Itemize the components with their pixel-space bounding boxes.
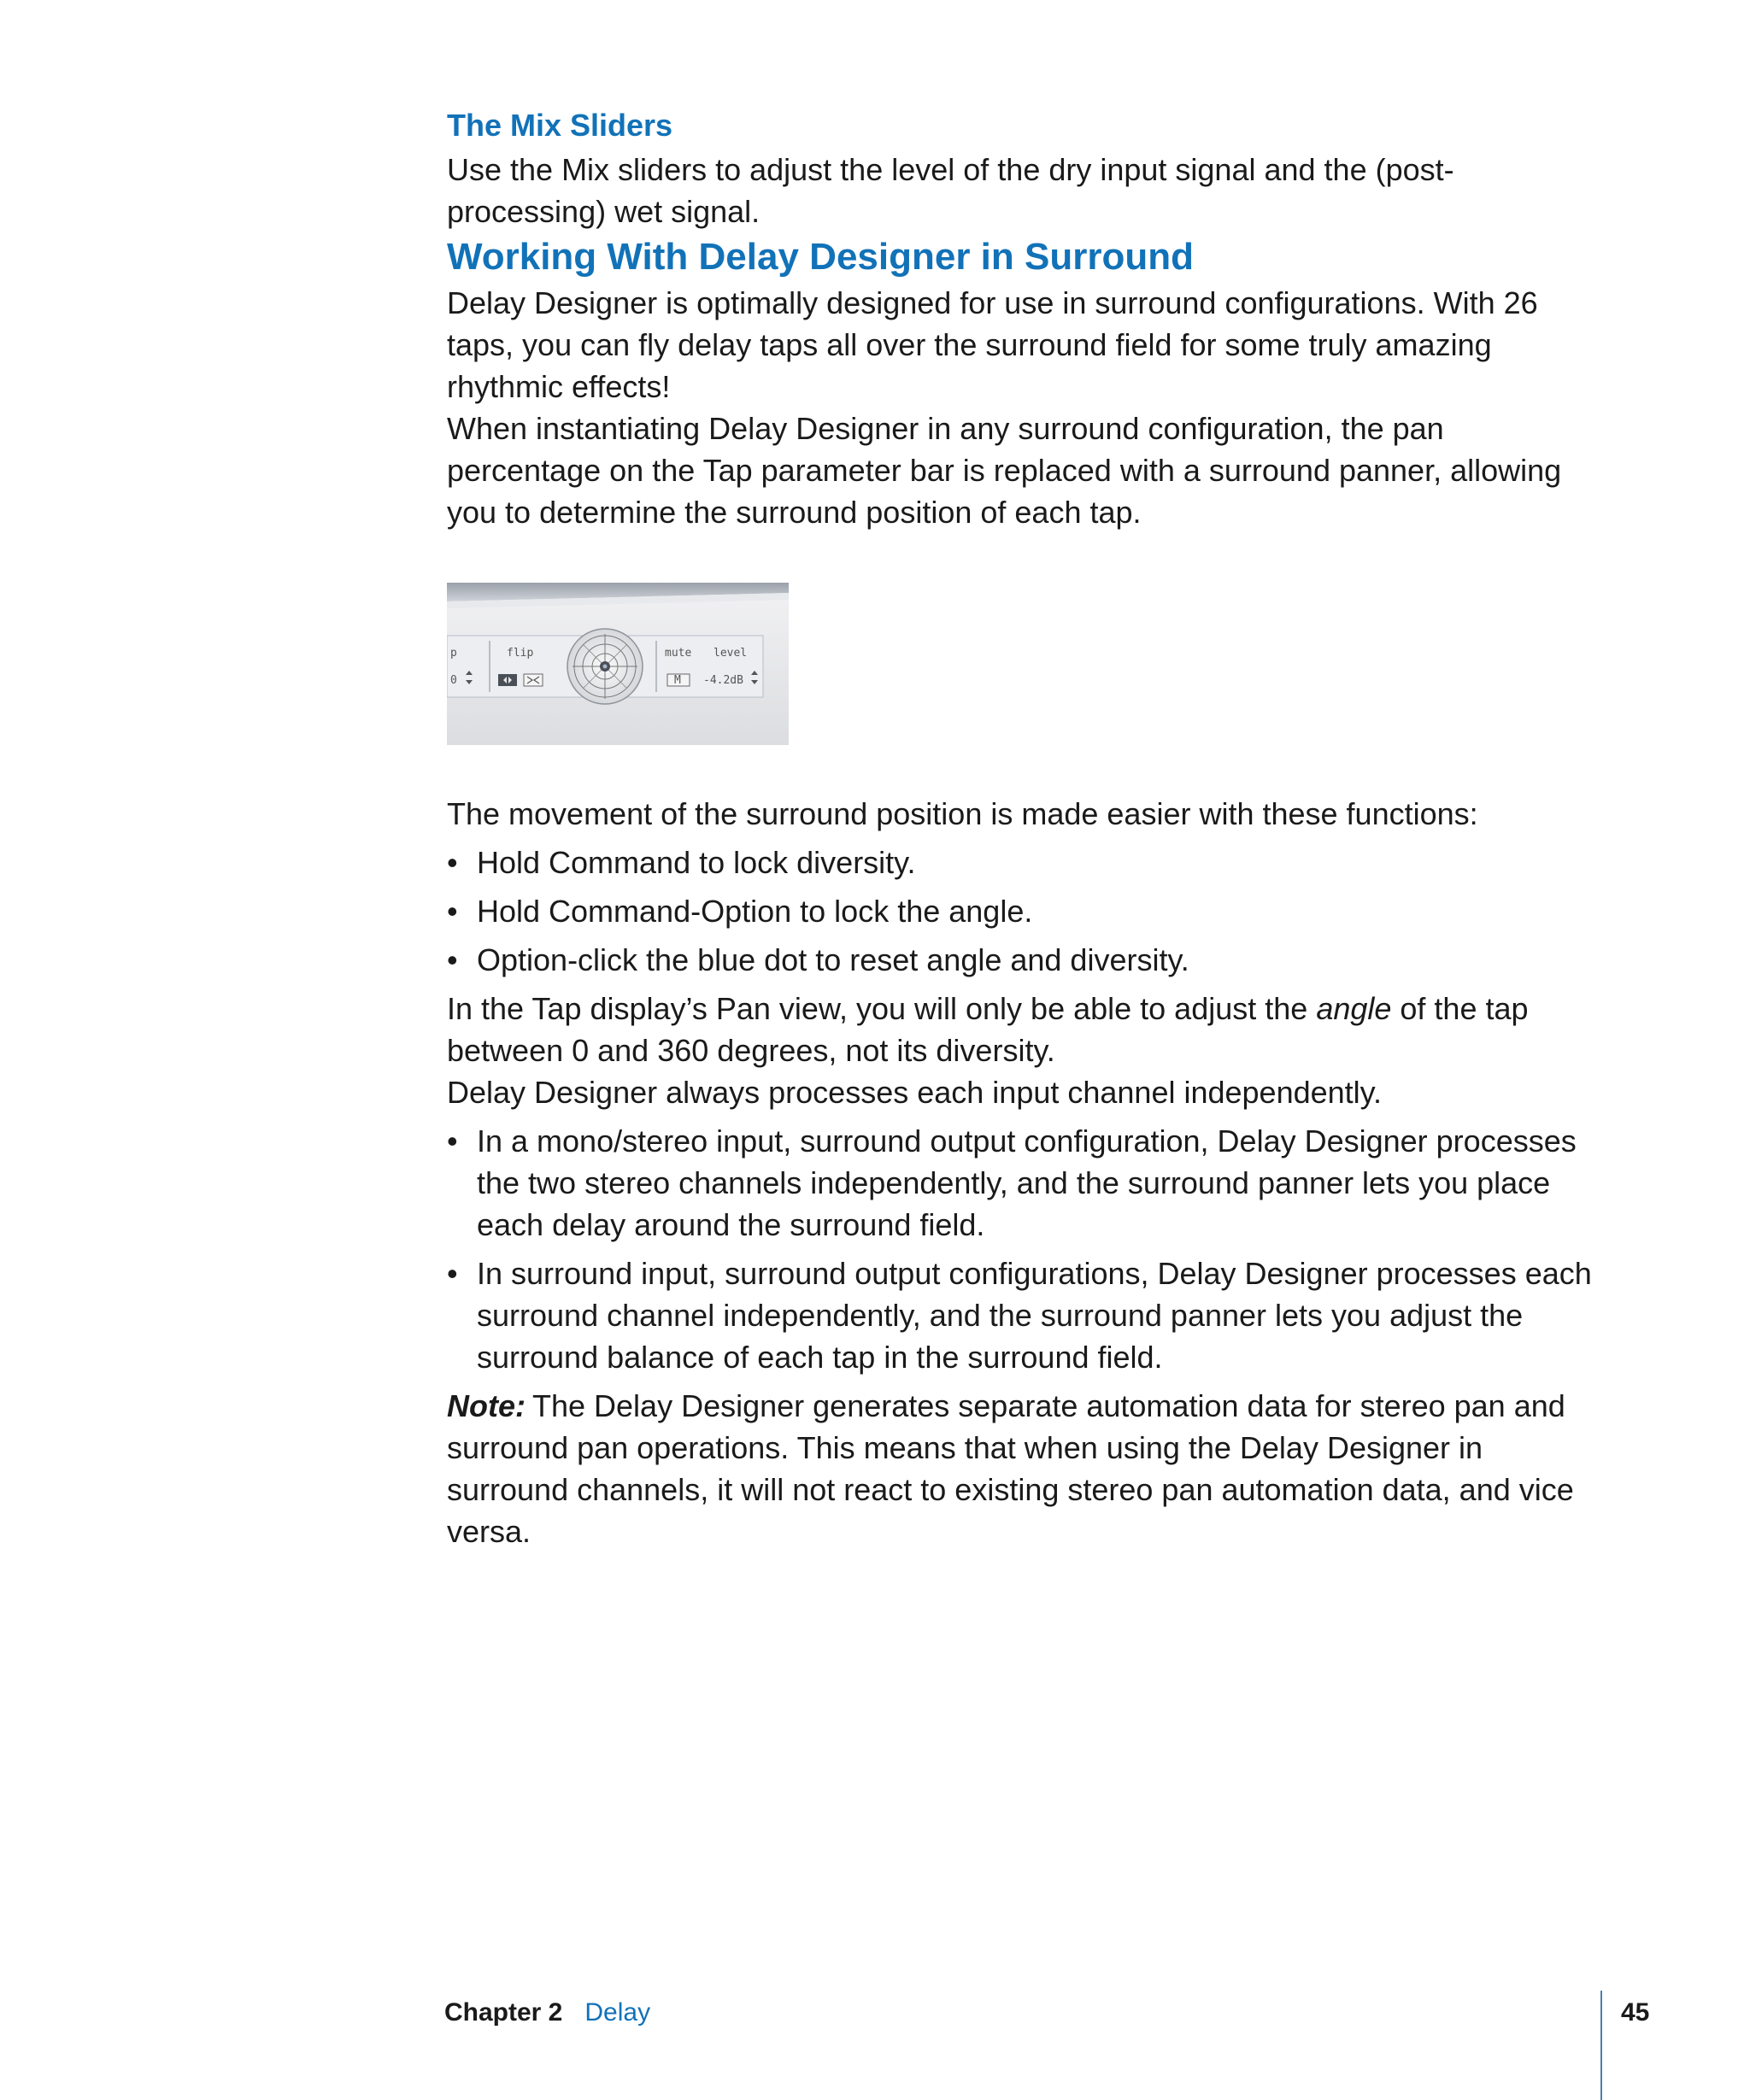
label-flip: flip [507, 647, 534, 660]
page-content [447, 103, 1600, 1552]
functions-list [447, 842, 1600, 981]
level-value: -4.2dB [703, 674, 743, 687]
configuration-list [447, 1120, 1600, 1378]
surround-paragraph-5: Delay Designer always processes each input channel independently. [447, 1075, 1382, 1110]
page-footer [444, 1996, 650, 2030]
note-text: The Delay Designer generates separate automation data for stereo pan and surround pan operations. This means that when using the Delay Designer in surround channels, it will not react to existing stereo pan automation data, and vice versa. [447, 1388, 1574, 1549]
left-value: 0 [450, 674, 457, 687]
list-item: • Hold Command to lock diversity. [447, 842, 1600, 883]
surround-paragraph-2: When instantiating Delay Designer in any surround configuration, the pan percentage on the Tap parameter bar is replaced with a surround panner, allowing you to determine the surround position of each tap. [447, 411, 1562, 530]
note-paragraph [447, 1385, 1600, 1552]
footer-section-link[interactable]: Delay [584, 1998, 651, 2027]
list-item: • Hold Command-Option to lock the angle. [447, 890, 1600, 932]
list-item: • Option-click the blue dot to reset angle and diversity. [447, 939, 1600, 981]
bullet-icon: • [447, 845, 458, 880]
bullet-icon: • [447, 1123, 458, 1159]
surround-panner-knob[interactable] [567, 629, 643, 704]
bullet-icon: • [447, 894, 458, 929]
label-level: level [714, 647, 748, 660]
surround-heading: Working With Delay Designer in Surround [447, 236, 1194, 278]
surround-paragraph-4: In the Tap display’s Pan view, you will only be able to adjust the angle of the tap between 0 and 360 degrees, not its diversity. [447, 991, 1529, 1068]
list-item: • In surround input, surround output configurations, Delay Designer processes each surround channel independently, and the surround panner lets you adjust the surround balance of each tap in the surround field. [447, 1252, 1600, 1378]
surround-panner-figure [447, 583, 789, 745]
note-label: Note: [447, 1388, 526, 1423]
list-item: • In a mono/stereo input, surround output configuration, Delay Designer processes the two stereo channels independently, and the surround panner lets you place each delay around the surround field. [447, 1120, 1600, 1246]
bullet-icon: • [447, 1256, 458, 1291]
mix-sliders-paragraph: Use the Mix sliders to adjust the level of the dry input signal and the (post-processing) wet signal. [447, 152, 1454, 229]
surround-paragraph-1: Delay Designer is optimally designed for use in surround configurations. With 26 taps, you can fly delay taps all over the surround field for some truly amazing rhythmic effects! [447, 285, 1538, 404]
tap-parameter-bar-image [447, 583, 789, 745]
flip-normal-button[interactable] [498, 674, 517, 686]
bullet-icon: • [447, 942, 458, 977]
angle-emphasis: angle [1316, 991, 1392, 1026]
mix-sliders-heading: The Mix Sliders [447, 108, 673, 143]
surround-paragraph-3: The movement of the surround position is made easier with these functions: [447, 796, 1478, 831]
mute-button-label: M [674, 674, 681, 687]
page-number: 45 [1621, 1998, 1650, 2027]
footer-divider [1600, 1991, 1602, 2100]
footer-chapter: Chapter 2 [444, 1998, 563, 2027]
label-mute: mute [665, 647, 692, 660]
label-p: p [450, 647, 457, 660]
